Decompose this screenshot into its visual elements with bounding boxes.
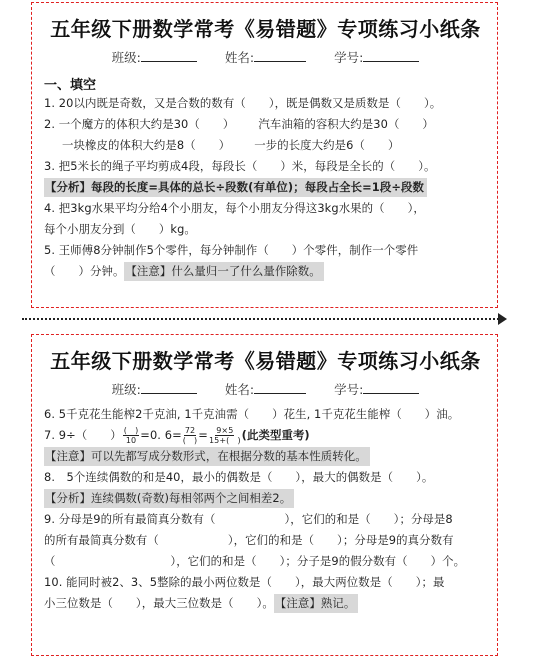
worksheet-strip-2 bbox=[31, 334, 498, 656]
question-10b: 小三位数是（ ），最大三位数是（ ）。 bbox=[44, 596, 274, 610]
question-9-line-2: 的所有最简真分数有（ ），它们的和是（ ）；分母是9的真分数有 bbox=[44, 533, 454, 547]
question-10-line-2 bbox=[44, 593, 487, 614]
question-4-line-2: 每个小朋友分到（ ）kg。 bbox=[44, 222, 196, 236]
question-2c: 一块橡皮的体积大约是8（ ） bbox=[62, 138, 231, 152]
fraction-3-denominator: 15+( ) bbox=[208, 436, 241, 445]
fraction-2 bbox=[183, 426, 198, 445]
retest-tag: (此类型重考) bbox=[241, 428, 310, 442]
class-blank bbox=[141, 49, 197, 62]
fraction-1 bbox=[123, 426, 140, 445]
class-blank bbox=[141, 381, 197, 394]
fraction-1-numerator: ( ) bbox=[123, 426, 139, 435]
question-3: 3. 把5米长的绳子平均剪成4段，每段长（ ）米，每段是全长的（ ）。 bbox=[44, 159, 436, 173]
question-2a: 2. 一个魔方的体积大约是30（ ） bbox=[44, 117, 235, 131]
class-label: 班级: bbox=[111, 382, 141, 397]
class-field bbox=[112, 48, 197, 66]
question-9-line-1: 9. 分母是9的所有最简真分数有（ ），它们的和是（ ）；分母是8 bbox=[44, 512, 453, 526]
id-label: 学号: bbox=[334, 50, 364, 65]
question-7 bbox=[44, 425, 487, 446]
student-info-row-2 bbox=[44, 380, 487, 398]
fraction-2-numerator: 72 bbox=[184, 426, 196, 435]
id-label: 学号: bbox=[334, 382, 364, 397]
cut-line-divider bbox=[22, 318, 502, 320]
id-blank bbox=[363, 49, 419, 62]
question-7-mid: =0. 6= bbox=[140, 428, 182, 442]
name-field bbox=[225, 380, 306, 398]
question-10-line-1: 10. 能同时被2、3、5整除的最小两位数是（ ），最大两位数是（ ）；最 bbox=[44, 575, 445, 589]
attention-note-5: 【注意】什么量归一了什么量作除数。 bbox=[124, 262, 323, 281]
question-7-equals: = bbox=[198, 428, 208, 442]
class-field bbox=[112, 380, 197, 398]
page-title-2: 五年级下册数学常考《易错题》专项练习小纸条 bbox=[50, 349, 481, 373]
question-2d: 一步的长度大约是6（ ） bbox=[254, 138, 400, 152]
arrow-right-icon bbox=[498, 313, 507, 325]
page-title: 五年级下册数学常考《易错题》专项练习小纸条 bbox=[50, 17, 481, 41]
question-2-line-2 bbox=[44, 135, 487, 156]
id-field bbox=[334, 48, 419, 66]
name-label: 姓名: bbox=[224, 50, 255, 65]
analysis-note-8: 【分析】连续偶数(奇数)每相邻两个之间相差2。 bbox=[44, 489, 294, 508]
question-5b: （ ）分钟。 bbox=[44, 264, 125, 278]
question-6: 6. 5千克花生能榨2千克油, 1千克油需（ ）花生, 1千克花生能榨（ ）油。 bbox=[44, 407, 460, 421]
class-label: 班级: bbox=[111, 50, 141, 65]
id-blank bbox=[363, 381, 419, 394]
name-label: 姓名: bbox=[224, 382, 255, 397]
attention-note-7: 【注意】可以先都写成分数形式，在根据分数的基本性质转化。 bbox=[44, 447, 370, 466]
question-2-line-1 bbox=[44, 114, 487, 135]
name-field bbox=[225, 48, 306, 66]
fraction-2-denominator: ( ) bbox=[182, 436, 198, 445]
question-4-line-1: 4. 把3kg水果平均分给4个小朋友，每个小朋友分得这3kg水果的（ ）， bbox=[44, 201, 425, 215]
name-blank bbox=[254, 381, 306, 394]
question-9-line-3: （ ），它们的和是（ ）；分子是9的假分数有（ ）个。 bbox=[44, 554, 466, 568]
student-info-row bbox=[44, 48, 487, 66]
fraction-1-denominator: 10 bbox=[125, 436, 137, 445]
question-5-line-1: 5. 王师傅8分钟制作5个零件，每分钟制作（ ）个零件，制作一个零件 bbox=[44, 243, 419, 257]
question-8: 8. 5个连续偶数的和是40，最小的偶数是（ ），最大的偶数是（ ）。 bbox=[44, 470, 434, 484]
section-heading: 一、填空 bbox=[44, 78, 97, 93]
question-5-line-2 bbox=[44, 261, 487, 282]
fraction-3-numerator: 9×5 bbox=[216, 426, 234, 435]
question-1: 1. 20以内既是奇数，又是合数的数有（ ），既是偶数又是质数是（ ）。 bbox=[44, 96, 442, 110]
worksheet-strip-1 bbox=[31, 2, 498, 308]
fraction-3 bbox=[209, 426, 241, 445]
question-2b: 汽车油箱的容积大约是30（ ） bbox=[258, 117, 434, 131]
question-7-prefix: 7. 9÷（ ） bbox=[44, 428, 122, 442]
id-field bbox=[334, 380, 419, 398]
analysis-note-3: 【分析】每段的长度=具体的总长÷段数(有单位)；每段占全长=1段÷段数 bbox=[44, 178, 427, 197]
attention-note-10: 【注意】熟记。 bbox=[274, 594, 358, 613]
name-blank bbox=[254, 49, 306, 62]
